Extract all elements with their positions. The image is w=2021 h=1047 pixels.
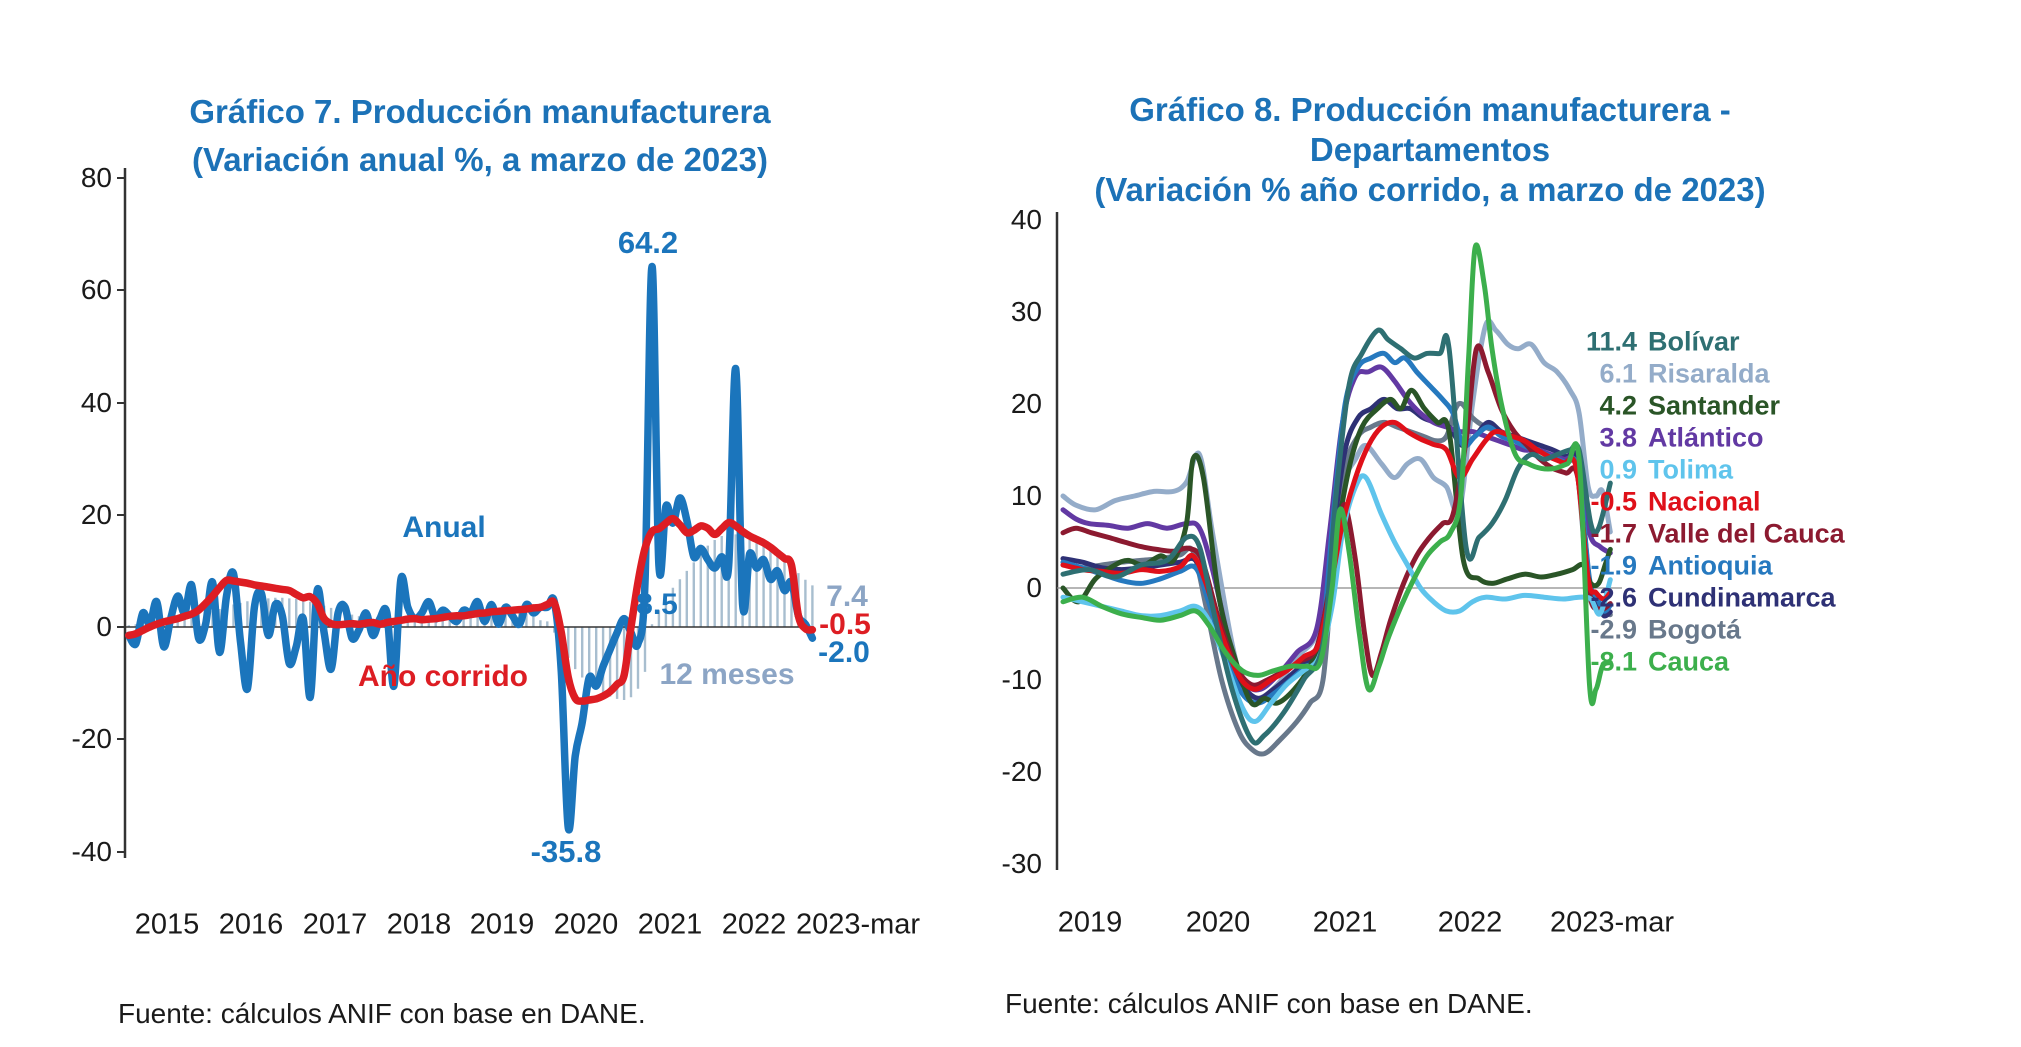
legend-name-valle-del-cauca: Valle del Cauca [1648, 518, 1845, 549]
legend-name-bogot-: Bogotá [1648, 614, 1741, 645]
g8-ytick-label--30: -30 [1001, 848, 1042, 879]
g8-xtick-label-2023-mar: 2023-mar [1549, 906, 1675, 939]
g7-ytick-label-20: 20 [80, 499, 112, 530]
g7-ytick-label-60: 60 [80, 274, 112, 305]
g8-ytick-label-10: 10 [1010, 480, 1042, 511]
grafico7-title-line2: (Variación anual %, a marzo de 2023) [192, 141, 768, 178]
legend-value-valle-del-cauca: -1.7 [1590, 518, 1637, 549]
g7-xtick-label-2020: 2020 [553, 908, 619, 941]
grafico8-title-line1: Gráfico 8. Producción manufacturera - [1129, 91, 1731, 128]
grafico7-source: Fuente: cálculos ANIF con base en DANE. [118, 998, 646, 1029]
g7-ytick-label--40: -40 [71, 836, 112, 867]
g7-annotation-series-label-corrido: Año corrido [358, 660, 528, 693]
grafico8-source: Fuente: cálculos ANIF con base en DANE. [1005, 988, 1533, 1019]
grafico8-title-line2: Departamentos [1309, 131, 1551, 168]
legend-name-santander: Santander [1648, 390, 1781, 421]
g7-xtick-label-2021: 2021 [637, 908, 703, 941]
legend-value-nacional: -0.5 [1590, 486, 1637, 517]
legend-value-bogot-: -2.9 [1590, 614, 1637, 645]
legend-value-atl-ntico: 3.8 [1599, 422, 1637, 453]
g8-ytick-label--20: -20 [1001, 756, 1042, 787]
g7-annotation-end-value-12meses: 7.4 [826, 580, 868, 613]
g7-line-anual [129, 266, 813, 829]
g8-ytick-label-40: 40 [1010, 204, 1042, 235]
g7-xtick-label-2019: 2019 [469, 908, 535, 941]
g8-xtick-label-2021: 2021 [1312, 906, 1378, 939]
g7-ytick-label-80: 80 [80, 162, 112, 193]
legend-name-cundinamarca: Cundinamarca [1648, 582, 1836, 613]
g8-xtick-label-2020: 2020 [1185, 906, 1251, 939]
legend-value-cauca: -8.1 [1590, 646, 1637, 677]
g7-xtick-label-2016: 2016 [218, 908, 284, 941]
grafico7-title-line1: Gráfico 7. Producción manufacturera [189, 93, 771, 130]
g8-xtick-label-2022: 2022 [1437, 906, 1503, 939]
g7-annotation-trough-label: -35.8 [530, 834, 602, 869]
legend-value-antioquia: -1.9 [1590, 550, 1637, 581]
legend-name-cauca: Cauca [1648, 646, 1730, 677]
g8-ytick-label-0: 0 [1026, 572, 1042, 603]
legend-name-bol-var: Bolívar [1648, 326, 1740, 357]
g7-annotation-end-value-corrido: -0.5 [819, 608, 871, 641]
legend-name-tolima: Tolima [1648, 454, 1734, 485]
g7-annotation-series-label-anual: Anual [402, 511, 486, 544]
g7-ytick-label-40: 40 [80, 387, 112, 418]
legend-name-antioquia: Antioquia [1648, 550, 1773, 581]
g7-xtick-label-2023-mar: 2023-mar [795, 908, 921, 941]
g7-annotation-peak-label: 64.2 [617, 225, 679, 260]
legend-value-cundinamarca: -2.6 [1590, 582, 1637, 613]
g7-annotation-mid-label: 8.5 [636, 588, 678, 621]
grafico7-title [100, 88, 860, 184]
g8-xtick-label-2019: 2019 [1057, 906, 1123, 939]
g7-xtick-label-2018: 2018 [386, 908, 452, 941]
grafico8-title [1060, 90, 1800, 210]
grafico8-title-line3: (Variación % año corrido, a marzo de 2023) [1094, 171, 1766, 208]
g7-annotation-series-label-12meses: 12 meses [659, 658, 795, 691]
legend-name-nacional: Nacional [1648, 486, 1761, 517]
legend-value-bol-var: 11.4 [1585, 326, 1637, 357]
g8-ytick-label--10: -10 [1001, 664, 1042, 695]
legend-value-santander: 4.2 [1599, 390, 1637, 421]
g7-xtick-label-2017: 2017 [302, 908, 368, 941]
g7-xtick-label-2022: 2022 [721, 908, 787, 941]
legend-name-risaralda: Risaralda [1648, 358, 1770, 389]
legend-value-risaralda: 6.1 [1599, 358, 1637, 389]
g8-ytick-label-30: 30 [1010, 296, 1042, 327]
g7-ytick-label-0: 0 [96, 611, 112, 642]
legend-name-atl-ntico: Atlántico [1648, 422, 1764, 453]
g7-ytick-label--20: -20 [71, 723, 112, 754]
g8-ytick-label-20: 20 [1010, 388, 1042, 419]
g7-annotation-end-value-anual: -2.0 [818, 636, 870, 669]
legend-value-tolima: 0.9 [1599, 454, 1637, 485]
g7-xtick-label-2015: 2015 [134, 908, 200, 941]
